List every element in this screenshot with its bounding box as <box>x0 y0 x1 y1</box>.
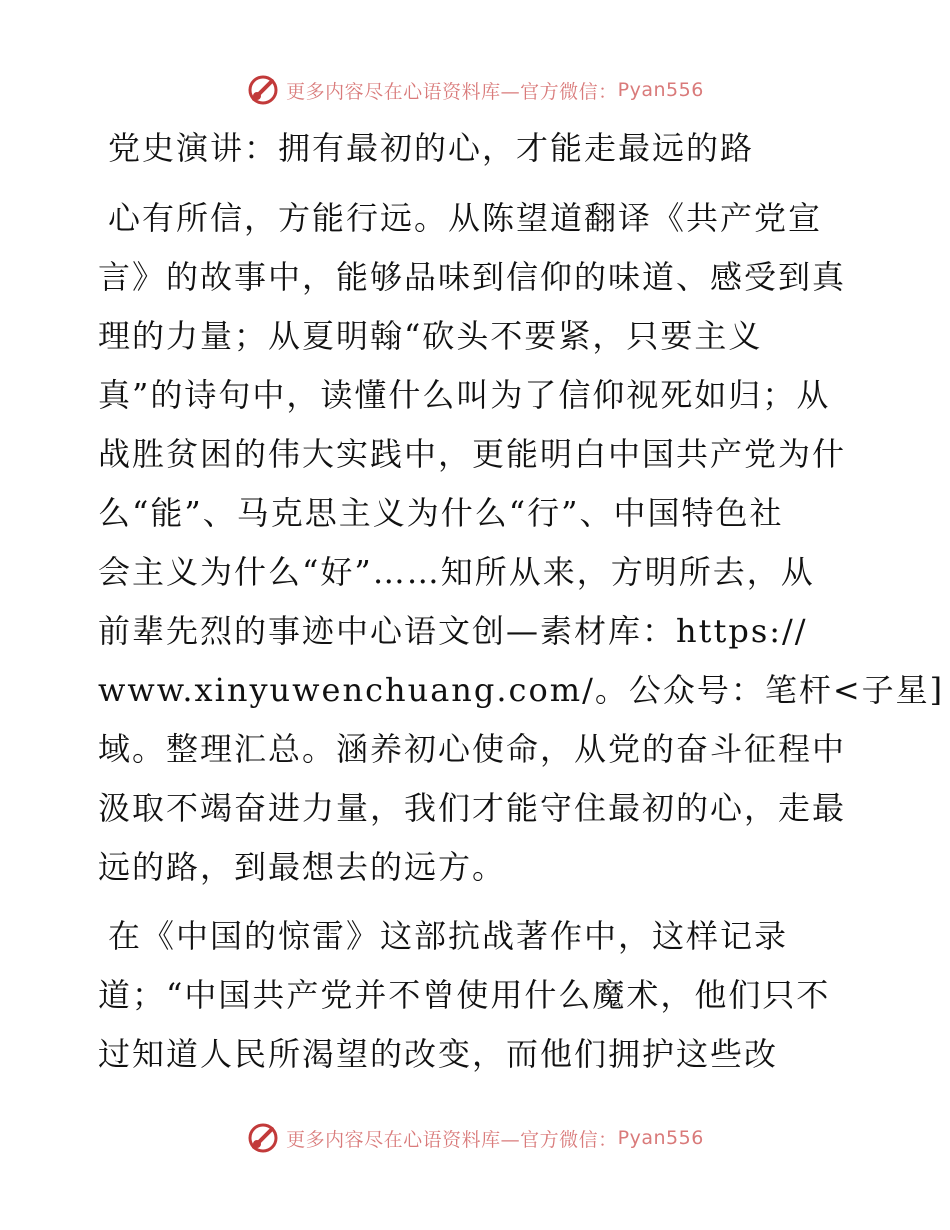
paragraph-line: 过知道人民所渴望的改变，而他们拥护这些改 <box>98 1035 779 1073</box>
paragraph-line: 战胜贫困的伟大实践中，更能明白中国共产党为什 <box>98 435 847 473</box>
paragraph-line: 言》的故事中，能够品味到信仰的味道、感受到真 <box>98 258 847 296</box>
paragraph-line: 会主义为什么“好”……知所从来，方明所去，从 <box>98 553 815 591</box>
document-title: 党史演讲：拥有最初的心，才能走最远的路 <box>108 129 755 167</box>
header-watermark-banner <box>0 70 950 110</box>
brush-logo-icon <box>246 1121 280 1155</box>
footer-watermark-banner <box>0 1118 950 1158</box>
banner-text: 更多内容尽在心语资料库—官方微信： <box>286 80 618 103</box>
banner-wechat-handle: Pyan556 <box>617 79 704 101</box>
paragraph-line: 域。整理汇总。涵养初心使命，从党的奋斗征程中 <box>98 730 847 768</box>
paragraph-line: 前辈先烈的事迹中心语文创—素材库：https:// <box>98 612 808 650</box>
paragraph-line: 汲取不竭奋进力量，我们才能守住最初的心，走最 <box>98 789 847 827</box>
paragraph-line: 远的路，到最想去的远方。 <box>98 848 507 886</box>
paragraph-line: 心有所信，方能行远。从陈望道翻译《共产党宣 <box>108 199 823 237</box>
paragraph-line: 在《中国的惊雷》这部抗战著作中，这样记录 <box>108 917 789 955</box>
banner-text: 更多内容尽在心语资料库—官方微信： <box>286 1128 618 1151</box>
paragraph-line: 么“能”、马克思主义为什么“行”、中国特色社 <box>98 494 784 532</box>
brush-logo-icon <box>246 73 280 107</box>
paragraph-line: 道；“中国共产党并不曾使用什么魔术，他们只不 <box>98 976 831 1014</box>
paragraph-line: 真”的诗句中，读懂什么叫为了信仰视死如归；从 <box>98 376 831 414</box>
paragraph-line: 理的力量；从夏明翰“砍头不要紧，只要主义 <box>98 317 763 355</box>
paragraph-line: www.xinyuwenchuang.com/。公众号：笔杆<子星] <box>98 671 945 709</box>
banner-wechat-handle: Pyan556 <box>617 1127 704 1149</box>
